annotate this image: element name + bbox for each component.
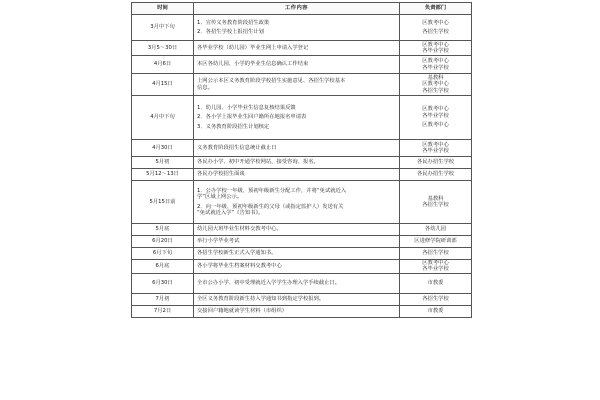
cell-content [194,96,400,140]
cell-dept [400,96,472,140]
dept-line: 区教考中心 [422,19,449,26]
dept-line: 区教考中心 [422,81,449,88]
header-time: 时间 [132,3,194,15]
cell-dept [400,41,472,56]
content-line: 各民办学校招生面谈 [197,171,245,178]
content-line: 举行小学毕业考试 [197,238,240,245]
cell-dept [400,273,472,293]
cell-time: 3月5～30日 [132,41,194,56]
cell-time: 6月底 [132,260,194,274]
table-row [132,181,472,224]
content-line: 各民办小学、初中开通学校网站，接受咨询、报名。 [197,159,319,166]
cell-dept [400,56,472,74]
cell-dept [400,248,472,260]
cell-time: 5月15日前 [132,181,194,224]
cell-time: 6月20日 [132,236,194,248]
dept-line: 各招生学校 [422,250,449,257]
cell-time: 7月初 [132,293,194,305]
content-line: 1．幼儿园、小学毕业生信息复核结果反馈 [197,104,296,111]
cell-content [194,169,400,181]
dept-line: 区教考中心 [422,141,449,148]
cell-time: 4月中下旬 [132,96,194,140]
cell-time: 7月2日 [132,305,194,317]
cell-dept [400,224,472,236]
dept-line: 各招生学校 [422,87,449,94]
dept-line: 各招生学校 [422,202,449,208]
enrollment-schedule-table [131,2,472,318]
content-line: 各招生学校新生正式入学通知书。 [197,250,277,257]
dept-line: 市教委 [427,280,444,287]
cell-time: 6月下旬 [132,248,194,260]
dept-line: 区教考中心 [422,58,449,65]
cell-dept [400,260,472,274]
dept-line: 基教科 [427,195,444,202]
table-row [132,236,472,248]
table-row [132,224,472,236]
content-line: 上网公示本区义务教育阶段学校招生实施意见、各招生学校基本 [197,78,346,85]
dept-line: 各毕业学校 [422,48,449,54]
cell-content [194,236,400,248]
content-line: 信息。 [197,84,213,91]
content-line: 2．各小学上报毕业生回户籍所在地报名申请表 [197,114,307,121]
cell-content [194,273,400,293]
cell-content [194,181,400,224]
content-line: 全区义务教育阶段新生持入学通知书到指定学校报到。 [197,296,325,303]
table-row [132,260,472,274]
cell-time: 5月12～13日 [132,169,194,181]
table-row [132,248,472,260]
cell-dept [400,293,472,305]
dept-line: 区教考中心 [422,122,449,129]
cell-content [194,248,400,260]
content-line: 全市公办小学、初中受理就近入学学生办理入学手续截止日。 [197,280,341,287]
content-line: 1．宣传义务教育阶段招生政策 [197,19,270,26]
content-line: 2．各招生学校上报招生计划 [197,29,264,35]
cell-content [194,74,400,96]
dept-line: 区教考中心 [422,41,449,48]
table-row [132,56,472,74]
cell-content [194,15,400,41]
table-row [132,169,472,181]
cell-time: 4月15日 [132,74,194,96]
cell-content [194,157,400,169]
schedule-document [131,2,471,318]
cell-dept [400,157,472,169]
dept-line: 各民办招生学校 [416,159,455,166]
content-line: 交接回户籍地就读学生材料（市组织） [197,308,288,315]
dept-line: 区进修学院研训部 [414,238,457,245]
table-row [132,140,472,157]
cell-time: 4月30日 [132,140,194,157]
cell-time: 5月初 [132,157,194,169]
cell-content [194,41,400,56]
content-line: 1．公办学校一年级、预初年级新生分配工作，并将“免试就近入 [197,187,347,194]
dept-line: 各毕业学校 [422,148,449,154]
table-row [132,305,472,317]
dept-line: 各幼儿园 [424,226,447,233]
content-line: 幼儿园大班毕业生材料交教考中心。 [197,226,282,233]
dept-line: 各毕业学校 [422,64,449,71]
cell-dept [400,15,472,41]
cell-dept [400,181,472,224]
table-row [132,96,472,140]
header-dept: 负责部门 [400,3,472,15]
cell-content [194,260,400,274]
cell-time: 4月6日 [132,56,194,74]
cell-dept [400,236,472,248]
table-row [132,273,472,293]
content-line: 各毕业学校（幼儿园）毕业生网上申请入学登记 [197,44,309,51]
dept-line: 区教考中心 [422,260,449,266]
cell-content [194,224,400,236]
dept-line: 各毕业学校 [422,266,449,273]
cell-content [194,305,400,317]
dept-line: 基教科 [427,74,444,81]
table-row [132,41,472,56]
cell-content [194,56,400,74]
header-content: 工作内容 [194,3,400,15]
cell-dept [400,169,472,181]
content-line: 2．向一年级、预初年级新生的父母（或指定监护人）发送有关 [197,203,344,210]
table-row [132,74,472,96]
cell-time: 6月30日 [132,273,194,293]
cell-time: 5月底 [132,224,194,236]
dept-line: 市教委 [427,308,444,315]
table-row [132,15,472,41]
table-body [132,15,472,318]
dept-line: 各毕业学校 [422,112,449,119]
content-line: “免试就近入学”《告知书》。 [197,209,264,216]
content-line: 本区各幼儿园、小学的毕业生信息确认工作结束 [197,61,309,68]
dept-line: 区教考中心 [422,106,449,113]
cell-dept [400,74,472,96]
cell-content [194,293,400,305]
cell-dept [400,140,472,157]
dept-line: 各民办招生学校 [416,171,455,178]
content-line: 3．义务教育阶段招生计划核定 [197,123,270,130]
content-line: 学”区域上网公示。 [197,194,243,201]
content-line: 义务教育阶段招生信息统计截止日 [197,144,277,151]
table-row [132,157,472,169]
content-line: 各小学将毕业生档案材料交教考中心 [197,263,282,270]
cell-dept [400,305,472,317]
table-header-row [132,3,472,15]
dept-line: 各招生学校 [422,296,449,303]
dept-line: 各招生学校 [422,29,449,35]
table-row [132,293,472,305]
cell-content [194,140,400,157]
cell-time: 3月中下旬 [132,15,194,41]
